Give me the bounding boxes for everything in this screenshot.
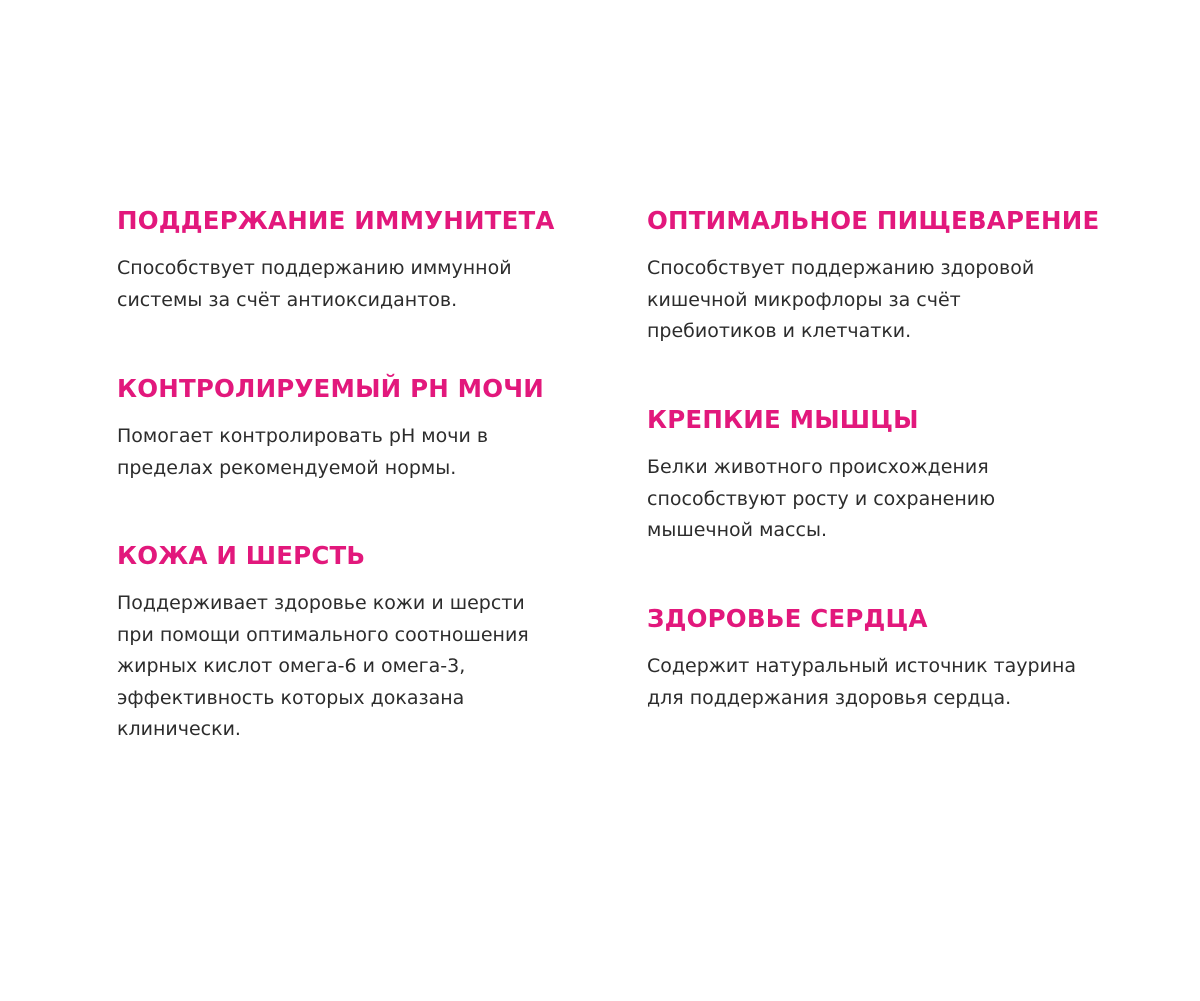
description-line: способствуют росту и сохранению — [647, 487, 996, 510]
description-line: пределах рекомендуемой нормы. — [117, 456, 457, 479]
feature-title: КРЕПКИЕ МЫШЦЫ — [647, 405, 919, 434]
description-line: клинически. — [117, 718, 241, 740]
description-line: Содержит натуральный источник таурина — [647, 655, 1077, 677]
description-line: Белки животного происхождения — [647, 456, 989, 478]
description-line: для поддержания здоровья сердца. — [647, 686, 1012, 709]
feature-title: ЗДОРОВЬЕ СЕРДЦА — [647, 604, 928, 633]
feature-description — [117, 588, 597, 746]
feature-muscles — [647, 405, 1147, 547]
feature-description — [117, 253, 597, 316]
feature-description — [647, 651, 1147, 714]
feature-title: ПОДДЕРЖАНИЕ ИММУНИТЕТА — [117, 206, 555, 235]
description-line: Помогает контролировать pH мочи в — [117, 425, 489, 447]
feature-title: КОНТРОЛИРУЕМЫЙ PH МОЧИ — [117, 374, 544, 403]
feature-description — [647, 452, 1147, 547]
feature-heart — [647, 604, 1147, 714]
feature-digestion — [647, 206, 1147, 348]
description-line: эффективность которых доказана — [117, 686, 465, 709]
description-line: системы за счёт антиоксидантов. — [117, 288, 458, 311]
description-line: Поддерживает здоровье кожи и шерсти — [117, 592, 525, 614]
description-line: Способствует поддержанию иммунной — [117, 257, 512, 279]
feature-urine-ph — [117, 374, 597, 484]
feature-description — [117, 421, 597, 484]
description-line: Способствует поддержанию здоровой — [647, 257, 1035, 279]
description-line: жирных кислот омега-6 и омега-3, — [117, 655, 466, 677]
feature-title: КОЖА И ШЕРСТЬ — [117, 541, 366, 570]
description-line: кишечной микрофлоры за счёт — [647, 288, 961, 311]
description-line: при помощи оптимального соотношения — [117, 623, 529, 646]
feature-title: ОПТИМАЛЬНОЕ ПИЩЕВАРЕНИЕ — [647, 206, 1100, 235]
description-line: мышечной массы. — [647, 519, 827, 541]
feature-skin-coat — [117, 541, 597, 746]
description-line: пребиотиков и клетчатки. — [647, 320, 912, 342]
feature-immunity — [117, 206, 597, 316]
feature-description — [647, 253, 1147, 348]
